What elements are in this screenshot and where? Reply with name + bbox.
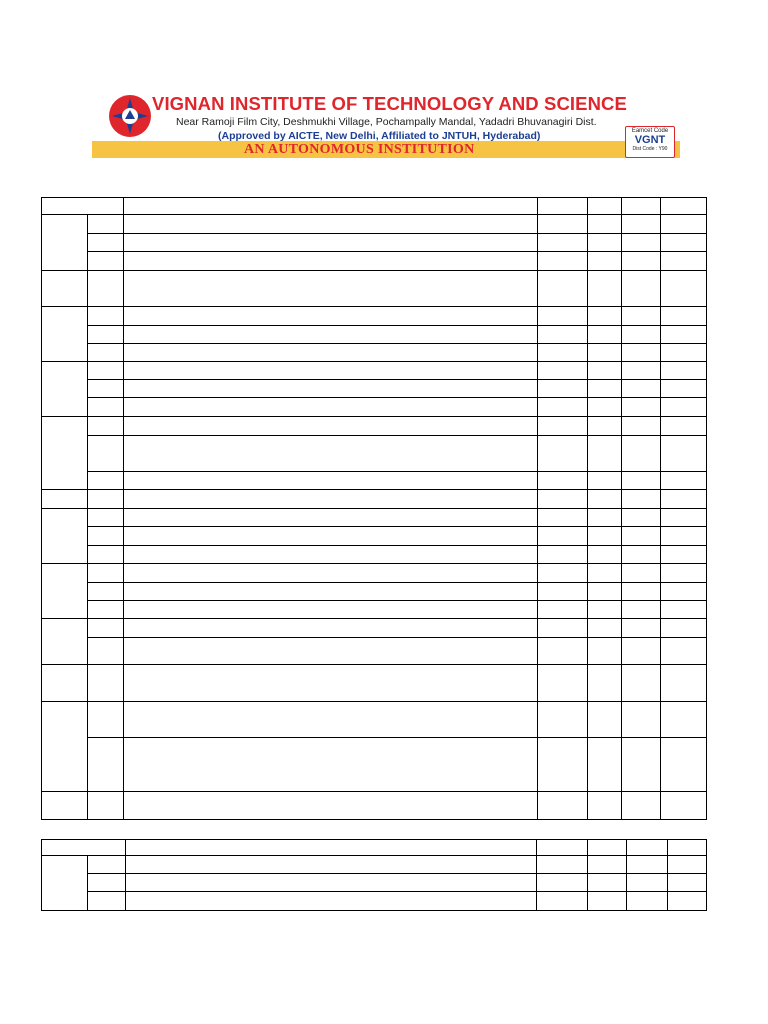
marks-cell [538,619,588,638]
question-text-cell [124,665,538,702]
sub-question-cell [88,362,124,380]
question-text-cell [124,380,538,398]
approval-line: (Approved by AICTE, New Delhi, Affiliated to JNTUH, Hyderabad) [218,130,541,142]
table-row [42,856,707,874]
co-cell [588,583,622,601]
question-text-cell [124,307,538,326]
co-cell [588,738,622,792]
po-cell [661,738,707,792]
marks-cell [538,380,588,398]
po-cell [661,583,707,601]
marks-cell [538,436,588,472]
co-cell [588,344,622,362]
sub-question-cell [88,436,124,472]
bl-cell [622,271,661,307]
question-text-cell [124,234,538,252]
header-po-cell [668,840,707,856]
co-cell [588,509,622,527]
question-number-cell [42,856,88,911]
sub-question-cell [88,344,124,362]
marks-cell [538,472,588,490]
sub-question-cell [88,619,124,638]
table-row [42,874,707,892]
dist-code: Dist Code : Y90 [632,146,668,152]
co-cell [588,307,622,326]
co-cell [588,472,622,490]
co-cell [588,234,622,252]
question-table [41,197,707,820]
table-row [42,436,707,472]
bl-cell [622,527,661,546]
sub-question-cell [88,601,124,619]
table-row [42,234,707,252]
bl-cell [622,738,661,792]
sub-question-cell [88,546,124,564]
table-row [42,702,707,738]
sub-question-cell [88,583,124,601]
question-number-cell [42,509,88,564]
co-cell [588,792,622,820]
question-text-cell [126,892,537,911]
header-question-cell [124,198,538,215]
sub-question-cell [88,307,124,326]
co-cell [588,601,622,619]
table-row [42,527,707,546]
header-co-cell [588,198,622,215]
bl-cell [622,362,661,380]
marks-cell [538,638,588,665]
marks-cell [538,509,588,527]
co-cell [588,326,622,344]
marks-cell [538,527,588,546]
question-text-cell [124,472,538,490]
question-text-cell [124,326,538,344]
marks-cell [538,344,588,362]
question-text-cell [126,856,537,874]
marks-cell [537,874,588,892]
po-cell [661,564,707,583]
co-cell [588,398,622,417]
sub-question-cell [88,234,124,252]
question-text-cell [124,527,538,546]
co-cell [588,252,622,271]
question-text-cell [124,490,538,509]
bl-cell [622,601,661,619]
header-bl-cell [627,840,668,856]
sub-question-cell [88,564,124,583]
table-row [42,362,707,380]
marks-cell [538,702,588,738]
question-text-cell [124,546,538,564]
bl-cell [622,665,661,702]
bl-cell [622,490,661,509]
table-header-row [42,198,707,215]
table-row [42,601,707,619]
autonomous-status: AN AUTONOMOUS INSTITUTION [244,142,475,157]
table-row [42,380,707,398]
question-text-cell [124,564,538,583]
bl-cell [622,472,661,490]
question-text-cell [124,509,538,527]
question-text-cell [124,436,538,472]
bl-cell [627,856,668,874]
po-cell [661,665,707,702]
bl-cell [622,583,661,601]
bl-cell [622,398,661,417]
po-cell [668,856,707,874]
co-cell [588,527,622,546]
table-row [42,509,707,527]
sub-question-cell [88,380,124,398]
header-co-cell [588,840,627,856]
institution-logo-icon [108,94,152,138]
bl-cell [627,874,668,892]
co-cell [588,665,622,702]
question-table-secondary [41,839,707,911]
bl-cell [622,326,661,344]
po-cell [661,436,707,472]
bl-cell [622,702,661,738]
question-text-cell [124,344,538,362]
co-cell [588,380,622,398]
question-text-cell [124,362,538,380]
bl-cell [622,380,661,398]
question-text-cell [124,702,538,738]
co-cell [588,490,622,509]
header-marks-cell [538,198,588,215]
eamcet-label: Eamcet Code [631,128,669,134]
header-qno-cell [42,198,124,215]
marks-cell [538,792,588,820]
marks-cell [538,738,588,792]
po-cell [661,619,707,638]
table-row [42,215,707,234]
table-row [42,619,707,638]
sub-question-cell [88,892,126,911]
co-cell [588,215,622,234]
co-cell [588,417,622,436]
question-number-cell [42,271,88,307]
po-cell [668,892,707,911]
question-text-cell [124,398,538,417]
co-cell [588,362,622,380]
marks-cell [538,326,588,344]
table-row [42,564,707,583]
sub-question-cell [88,417,124,436]
po-cell [661,792,707,820]
table-row [42,892,707,911]
marks-cell [538,601,588,619]
table-row [42,271,707,307]
sub-question-cell [88,509,124,527]
co-cell [588,619,622,638]
table-row [42,638,707,665]
po-cell [661,215,707,234]
po-cell [661,234,707,252]
marks-cell [538,362,588,380]
bl-cell [622,509,661,527]
question-text-cell [124,417,538,436]
sub-question-cell [88,792,124,820]
marks-cell [538,546,588,564]
table-row [42,398,707,417]
co-cell [588,564,622,583]
table-row [42,490,707,509]
sub-question-cell [88,472,124,490]
bl-cell [622,792,661,820]
marks-cell [538,490,588,509]
sub-question-cell [88,271,124,307]
question-number-cell [42,619,88,665]
sub-question-cell [88,665,124,702]
marks-cell [538,252,588,271]
bl-cell [622,546,661,564]
sub-question-cell [88,874,126,892]
sub-question-cell [88,527,124,546]
header-qno-cell [42,840,126,856]
header-question-cell [126,840,537,856]
bl-cell [622,619,661,638]
sub-question-cell [88,398,124,417]
po-cell [661,490,707,509]
table-row [42,546,707,564]
po-cell [661,417,707,436]
marks-cell [538,398,588,417]
question-text-cell [124,215,538,234]
header-marks-cell [537,840,588,856]
co-cell [588,638,622,665]
question-number-cell [42,702,88,792]
bl-cell [622,344,661,362]
eamcet-code: VGNT [634,134,666,146]
table-row [42,472,707,490]
table-row [42,665,707,702]
question-text-cell [124,638,538,665]
marks-cell [538,583,588,601]
po-cell [661,380,707,398]
po-cell [661,702,707,738]
table-row [42,344,707,362]
bl-cell [622,215,661,234]
bl-cell [622,638,661,665]
po-cell [661,638,707,665]
question-text-cell [124,619,538,638]
question-text-cell [124,738,538,792]
po-cell [661,601,707,619]
po-cell [661,307,707,326]
institution-address: Near Ramoji Film City, Deshmukhi Village, Pochampally Mandal, Yadadri Bhuvanagiri Dist. [176,116,597,128]
question-number-cell [42,307,88,362]
marks-cell [538,564,588,583]
question-text-cell [124,601,538,619]
bl-cell [622,417,661,436]
marks-cell [538,234,588,252]
marks-cell [537,892,588,911]
institution-name: VIGNAN INSTITUTE OF TECHNOLOGY AND SCIENCE [152,93,627,114]
marks-cell [537,856,588,874]
po-cell [661,344,707,362]
table-header-row [42,840,707,856]
co-cell [588,874,627,892]
po-cell [661,252,707,271]
co-cell [588,436,622,472]
co-cell [588,702,622,738]
question-number-cell [42,215,88,271]
question-text-cell [124,792,538,820]
po-cell [661,271,707,307]
marks-cell [538,665,588,702]
header-po-cell [661,198,707,215]
sub-question-cell [88,856,126,874]
sub-question-cell [88,490,124,509]
question-text-cell [124,271,538,307]
sub-question-cell [88,215,124,234]
po-cell [661,546,707,564]
header-bl-cell [622,198,661,215]
marks-cell [538,417,588,436]
marks-cell [538,307,588,326]
marks-cell [538,215,588,234]
institution-header [92,94,680,160]
sub-question-cell [88,638,124,665]
po-cell [661,509,707,527]
question-number-cell [42,362,88,417]
sub-question-cell [88,252,124,271]
table-row [42,417,707,436]
po-cell [661,472,707,490]
bl-cell [622,436,661,472]
table-row [42,307,707,326]
question-text-cell [126,874,537,892]
bl-cell [627,892,668,911]
question-number-cell [42,792,88,820]
table-row [42,738,707,792]
po-cell [661,527,707,546]
sub-question-cell [88,702,124,738]
question-number-cell [42,564,88,619]
eamcet-code-box [625,126,675,158]
co-cell [588,856,627,874]
po-cell [668,874,707,892]
po-cell [661,326,707,344]
bl-cell [622,252,661,271]
bl-cell [622,564,661,583]
question-number-cell [42,417,88,490]
question-text-cell [124,583,538,601]
table-row [42,252,707,271]
co-cell [588,892,627,911]
question-text-cell [124,252,538,271]
marks-cell [538,271,588,307]
bl-cell [622,234,661,252]
sub-question-cell [88,738,124,792]
co-cell [588,546,622,564]
question-number-cell [42,490,88,509]
table-row [42,326,707,344]
po-cell [661,398,707,417]
question-number-cell [42,665,88,702]
po-cell [661,362,707,380]
table-row [42,583,707,601]
table-row [42,792,707,820]
co-cell [588,271,622,307]
bl-cell [622,307,661,326]
sub-question-cell [88,326,124,344]
